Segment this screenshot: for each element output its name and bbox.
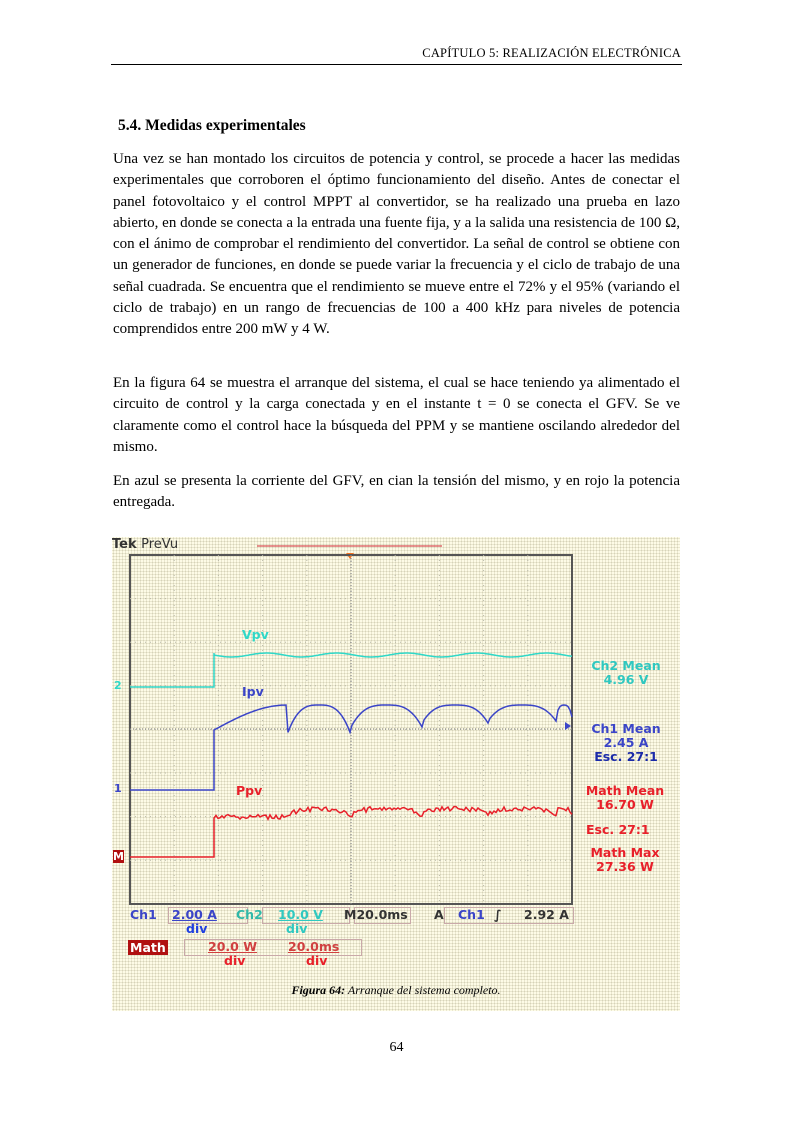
header-rule <box>111 64 682 65</box>
ch2-div: div <box>286 921 308 936</box>
caption-label: Figura 64: <box>291 983 346 997</box>
trigger-slope-icon: ∫ <box>494 907 502 922</box>
math-div: div <box>224 953 246 968</box>
math-marker: M <box>113 850 124 863</box>
ppv-label: Ppv <box>236 783 263 798</box>
paragraph-3: En azul se presenta la corriente del GFV, en cian la tensión del mismo, y en rojo la potencia entregada. <box>113 473 680 511</box>
ch1-label: Ch1 <box>130 907 157 922</box>
paragraph-1: Una vez se han montado los circuitos de potencia y control, se procede a hacer las medidas experimentales que corroboren el óptimo funcionamiento del diseño. Antes de conectar el panel fotovoltaico y el control MPPT al convertidor, se ha realizado una prueba en lazo abierto, en donde se conecta a la entrada una fuente fija, y a la salida una resistencia de 100 Ω, con el ánimo de comprobar el rendimiento del convertidor. La señal de control se obtiene con un generador de funciones, en donde se puede variar la frecuencia y el ciclo de trabajo de una señal cuadrada. Se encuentra que el rendimiento se mueve entre el 72% y el 95% (variando el ciclo de trabajo) en un rango de frecuencias de 100 a 400 kHz para niveles de potencia comprendidos entre 200 mW y 4 W. <box>113 151 680 338</box>
trigger-level: 2.92 A <box>524 907 569 922</box>
ch1-marker: 1 <box>114 782 122 795</box>
math-mean-label: Math Mean <box>585 783 665 798</box>
math-scale-note: Esc. 27:1 <box>586 822 650 837</box>
page-number: 64 <box>389 1040 404 1055</box>
ch2-scale: 10.0 V <box>278 907 323 922</box>
ch1-scale: 2.00 A <box>172 907 217 922</box>
chapter-header: CAPÍTULO 5: REALIZACIÓN ELECTRÓNICA <box>422 46 681 60</box>
ch1-div: div <box>186 921 208 936</box>
math-time: 20.0ms <box>288 939 340 954</box>
math-max-label: Math Max <box>590 845 660 860</box>
math-max-value: 27.36 W <box>596 859 654 874</box>
ch1-mean-label: Ch1 Mean <box>591 721 661 736</box>
ch2-label: Ch2 <box>236 907 263 922</box>
math-label: Math <box>130 940 166 955</box>
ch1-scale-note: Esc. 27:1 <box>594 749 658 764</box>
ipv-label: Ipv <box>242 684 264 699</box>
mode-label: PreVu <box>141 537 179 552</box>
oscilloscope-figure <box>112 537 680 1011</box>
vpv-label: Vpv <box>242 627 269 642</box>
brand-label: Tek <box>112 537 137 552</box>
trigger-mode: A <box>434 907 444 922</box>
ch2-mean-label: Ch2 Mean <box>591 658 661 673</box>
section-title: 5.4. Medidas experimentales <box>118 117 306 134</box>
timebase: M20.0ms <box>344 907 408 922</box>
trigger-source: Ch1 <box>458 907 485 922</box>
ch2-marker: 2 <box>114 679 122 692</box>
caption-text: Arranque del sistema completo. <box>345 983 501 997</box>
figure-caption <box>112 983 680 998</box>
math-scale: 20.0 W <box>208 939 257 954</box>
ch1-mean-value: 2.45 A <box>603 735 649 750</box>
ch2-mean-value: 4.96 V <box>603 672 649 687</box>
math-time-div: div <box>306 953 328 968</box>
paragraph-2: En la figura 64 se muestra el arranque del sistema, el cual se hace teniendo ya alimentado el circuito de control y la carga conectada y en el instante t = 0 se conecta el GFV. Se ve claramente como el control hace la búsqueda del PPM y se mantiene oscilando alrededor del mismo. <box>113 375 680 455</box>
math-mean-value: 16.70 W <box>596 797 654 812</box>
